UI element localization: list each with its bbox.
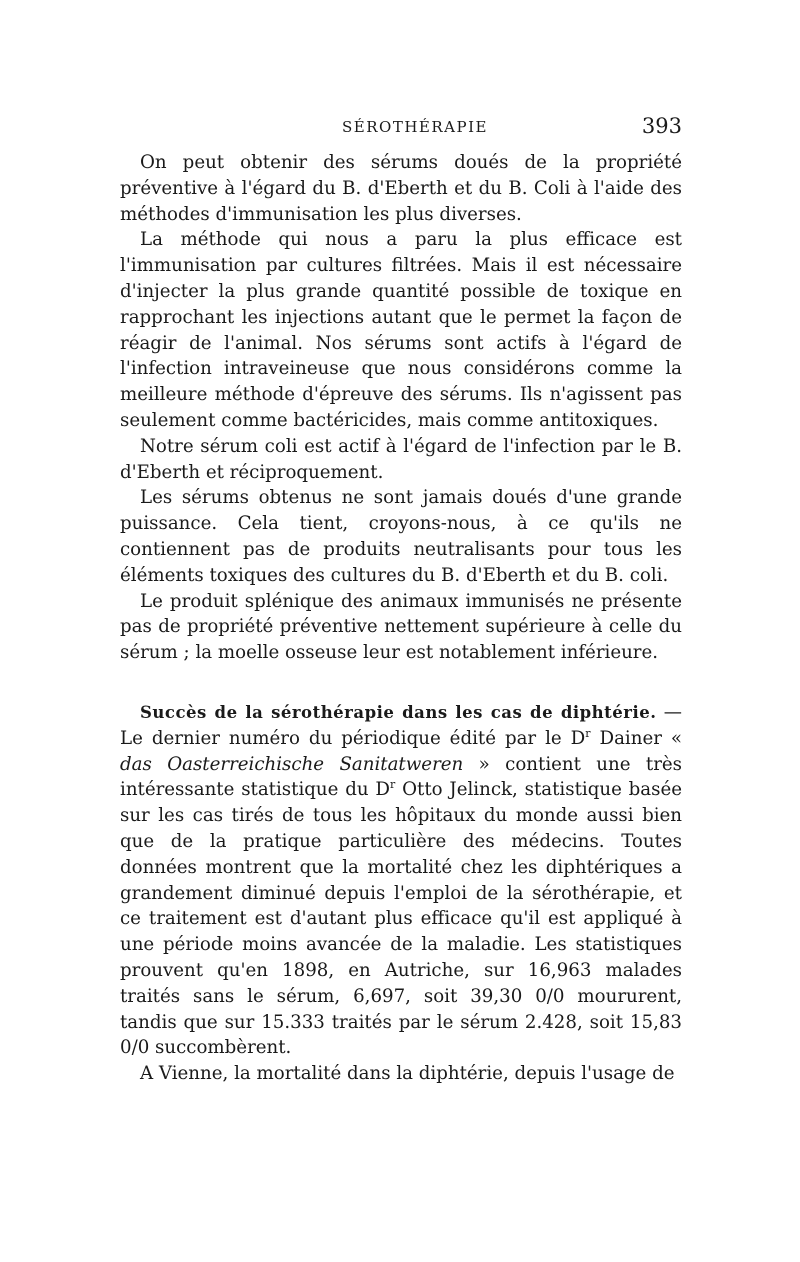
section-intro-cont: Dainer « xyxy=(590,727,683,749)
section-intro-rest: Otto Jelinck, statistique basée sur les cas tirés de tous les hôpitaux du monde aussi bien que de la pratique particulière des médecins. Toutes données montrent que la mortalité chez les diphtériques a grandement diminué depuis l'emploi de la sérothérapie, et ce traitement est d'autant plus efficace qu'il est appliqué à une période moins avancée de la maladie. Les statistiques prouvent qu'en 1898, en Autriche, sur 16,963 malades traités sans le sérum, 6,697, soit 39,30 0/0 moururent, tandis que sur 15.333 traités par le sérum 2.428, soit 15,83 0/0 succombèrent. xyxy=(120,779,683,1059)
paragraph: Notre sérum coli est actif à l'égard de l'infection par le B. d'Eberth et réciproquement. xyxy=(120,435,682,483)
superscript: r xyxy=(585,726,591,740)
section-paragraph xyxy=(120,700,682,1061)
page-number: 393 xyxy=(641,114,682,138)
section-intro: Le dernier numéro du périodique édité par le D xyxy=(120,727,586,749)
running-title: SÉROTHÉRAPIE xyxy=(342,118,488,136)
body-text xyxy=(120,150,682,1087)
paragraph: On peut obtenir des sérums doués de la propriété préventive à l'égard du B. d'Eberth et du B. Coli à l'aide des méthodes d'immunisation les plus diverses. xyxy=(120,152,682,225)
heading-dash: — xyxy=(656,701,682,723)
section-intro-mid: » contient une très intéressante statistique du D xyxy=(120,753,682,801)
paragraph: A Vienne, la mortalité dans la diphtérie, depuis l'usage de xyxy=(140,1063,675,1085)
section-heading: Succès de la sérothérapie dans les cas de diphtérie. xyxy=(140,702,657,722)
paragraph: Le produit splénique des animaux immunisés ne présente pas de propriété préventive nettement supérieure à celle du sérum ; la moelle osseuse leur est notablement inférieure. xyxy=(120,590,682,664)
running-head xyxy=(120,114,682,144)
paragraph: La méthode qui nous a paru la plus efficace est l'immunisation par cultures filtrées. Mais il est nécessaire d'injecter la plus grande quantité possible de toxique en rapprochant les injections autant que le permet la façon de réagir de l'animal. Nos sérums sont actifs à l'égard de l'infection intraveineuse que nous considérons comme la meilleure méthode d'épreuve des sérums. Ils n'agissent pas seulement comme bactéricides, mais comme antitoxiques. xyxy=(120,229,682,431)
superscript: r xyxy=(390,778,396,792)
journal-title: das Oasterreichische Sanitatweren xyxy=(120,753,464,775)
paragraph: Les sérums obtenus ne sont jamais doués d'une grande puissance. Cela tient, croyons-nous, à ce qu'ils ne contiennent pas de produits neutralisants pour tous les éléments toxiques des cultures du B. d'Eberth et du B. coli. xyxy=(120,487,682,586)
